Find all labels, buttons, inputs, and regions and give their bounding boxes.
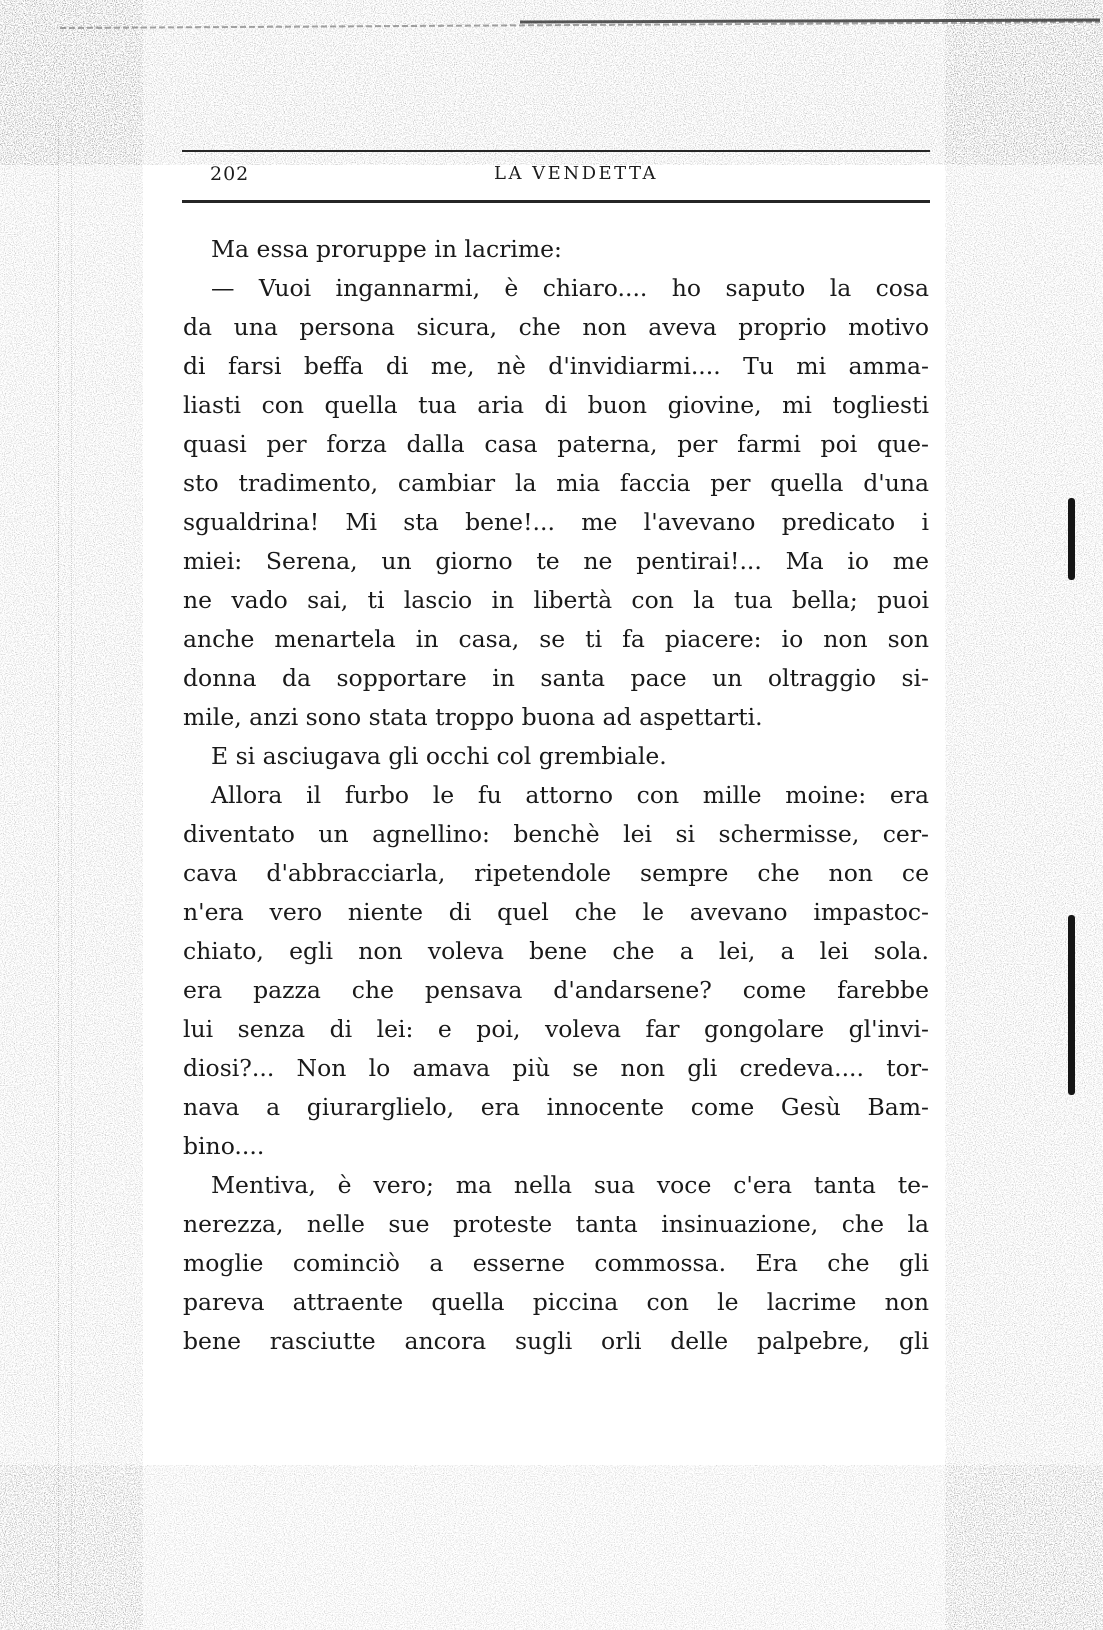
text-line: lui senza di lei: e poi, voleva far gongolare gl'invi-: [183, 1015, 929, 1043]
text-line: diosi?... Non lo amava più se non gli credeva.... tor-: [183, 1054, 929, 1082]
text-line: mile, anzi sono stata troppo buona ad aspettarti.: [183, 703, 763, 731]
text-line: nava a giurarglielo, era innocente come Gesù Bam-: [183, 1093, 929, 1121]
text-line: E si asciugava gli occhi col grembiale.: [211, 742, 667, 770]
page-number: 202: [210, 163, 250, 185]
text-line: miei: Serena, un giorno te ne pentirai!... Ma io me: [183, 547, 929, 575]
text-line: quasi per forza dalla casa paterna, per farmi poi que-: [183, 430, 929, 458]
text-line: pareva attraente quella piccina con le lacrime non: [183, 1288, 929, 1316]
text-line: nerezza, nelle sue proteste tanta insinuazione, che la: [183, 1210, 929, 1238]
header-rule-top: [182, 150, 930, 152]
text-line: Ma essa proruppe in lacrime:: [211, 235, 562, 263]
text-line: liasti con quella tua aria di buon giovine, mi togliesti: [183, 391, 929, 419]
text-line: sgualdrina! Mi sta bene!... me l'avevano predicato i: [183, 508, 929, 536]
text-line: chiato, egli non voleva bene che a lei, a lei sola.: [183, 937, 929, 965]
text-line: moglie cominciò a esserne commossa. Era che gli: [183, 1249, 929, 1277]
text-line: di farsi beffa di me, nè d'invidiarmi.... Tu mi amma-: [183, 352, 929, 380]
text-line: n'era vero niente di quel che le avevano impastoc-: [183, 898, 929, 926]
text-line: donna da sopportare in santa pace un oltraggio si-: [183, 664, 929, 692]
text-line: sto tradimento, cambiar la mia faccia per quella d'una: [183, 469, 929, 497]
page-edge-strip: [58, 120, 72, 1600]
scan-edge-mark: [1068, 915, 1075, 1095]
scan-edge-mark: [1068, 498, 1075, 580]
text-line: bino....: [183, 1132, 265, 1160]
text-line: da una persona sicura, che non aveva proprio motivo: [183, 313, 929, 341]
text-line: — Vuoi ingannarmi, è chiaro.... ho saputo la cosa: [211, 274, 929, 302]
body-text: [183, 230, 929, 1361]
text-line: Allora il furbo le fu attorno con mille moine: era: [211, 781, 929, 809]
text-line: anche menartela in casa, se ti fa piacere: io non son: [183, 625, 929, 653]
text-line: bene rasciutte ancora sugli orli delle palpebre, gli: [183, 1327, 929, 1355]
text-line: era pazza che pensava d'andarsene? come farebbe: [183, 976, 929, 1004]
header-rule-bottom: [182, 200, 930, 203]
text-line: cava d'abbracciarla, ripetendole sempre che non ce: [183, 859, 929, 887]
text-line: diventato un agnellino: benchè lei si schermisse, cer-: [183, 820, 929, 848]
running-title: LA VENDETTA: [494, 163, 658, 184]
running-header: [182, 163, 930, 191]
text-line: Mentiva, è vero; ma nella sua voce c'era tanta te-: [211, 1171, 929, 1199]
text-line: ne vado sai, ti lascio in libertà con la tua bella; puoi: [183, 586, 929, 614]
